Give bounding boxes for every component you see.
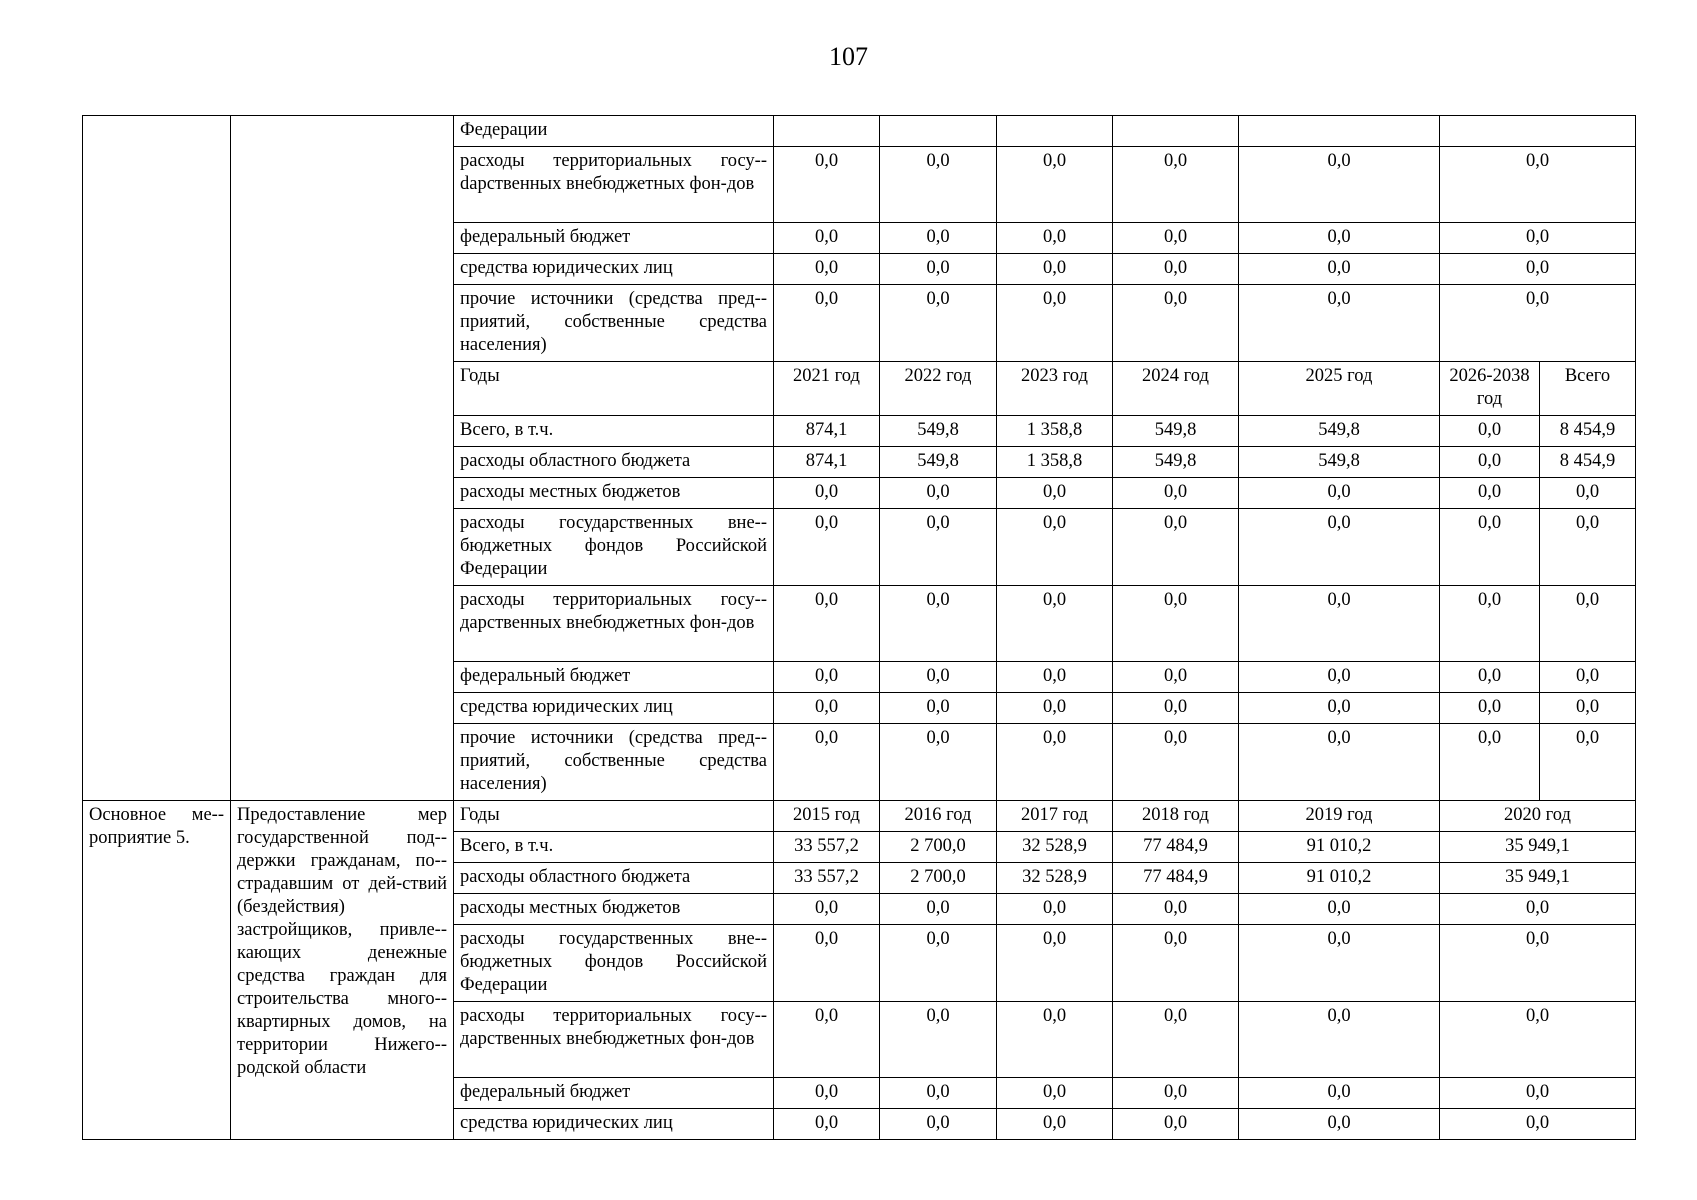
- value-cell: 0,0: [997, 223, 1113, 254]
- value-cell: 0,0: [880, 509, 997, 586]
- value-cell: 0,0: [1113, 925, 1239, 1002]
- value-cell: 1 358,8: [997, 447, 1113, 478]
- row-label: Федерации: [454, 116, 774, 147]
- row-label: расходы местных бюджетов: [454, 478, 774, 509]
- value-cell: 0,0: [997, 693, 1113, 724]
- page-number: 107: [829, 42, 868, 71]
- value-cell: 0,0: [997, 586, 1113, 662]
- year-header: 2017 год: [997, 801, 1113, 832]
- value-cell: 91 010,2: [1239, 863, 1440, 894]
- value-cell: 0,0: [1440, 447, 1540, 478]
- value-cell: 0,0: [1440, 724, 1540, 801]
- measure-title: Основное ме-роприятие 5.: [83, 801, 231, 1140]
- value-cell: 0,0: [1540, 509, 1636, 586]
- value-cell: 0,0: [774, 285, 880, 362]
- value-cell: 0,0: [997, 925, 1113, 1002]
- year-header: 2025 год: [1239, 362, 1440, 416]
- years-label: Годы: [454, 801, 774, 832]
- value-cell: 0,0: [1440, 662, 1540, 693]
- value-cell: 0,0: [774, 1078, 880, 1109]
- row-label: расходы местных бюджетов: [454, 894, 774, 925]
- value-cell: 0,0: [1239, 586, 1440, 662]
- value-cell: 0,0: [1113, 662, 1239, 693]
- value-cell: 2 700,0: [880, 863, 997, 894]
- value-cell: 0,0: [1113, 1109, 1239, 1140]
- value-cell: 549,8: [880, 416, 997, 447]
- years-label: Годы: [454, 362, 774, 416]
- row-label: средства юридических лиц: [454, 693, 774, 724]
- value-cell: 0,0: [1113, 285, 1239, 362]
- year-header: 2023 год: [997, 362, 1113, 416]
- value-cell: 0,0: [1440, 586, 1540, 662]
- value-cell: 0,0: [997, 662, 1113, 693]
- value-cell: 0,0: [1239, 724, 1440, 801]
- value-cell: 0,0: [1113, 254, 1239, 285]
- year-header: 2016 год: [880, 801, 997, 832]
- value-cell: 0,0: [1113, 894, 1239, 925]
- row-label: Всего, в т.ч.: [454, 832, 774, 863]
- year-header: 2022 год: [880, 362, 997, 416]
- measure-cell: [83, 116, 231, 801]
- value-cell: 0,0: [774, 223, 880, 254]
- row-label: расходы государственных вне-бюджетных фондов Российской Федерации: [454, 925, 774, 1002]
- value-cell: [1113, 116, 1239, 147]
- value-cell: 0,0: [1113, 693, 1239, 724]
- value-cell: 0,0: [997, 1002, 1113, 1078]
- value-cell: 0,0: [1440, 416, 1540, 447]
- value-cell: 91 010,2: [1239, 832, 1440, 863]
- value-cell: 0,0: [1113, 223, 1239, 254]
- value-cell: 0,0: [880, 1078, 997, 1109]
- value-cell: 33 557,2: [774, 832, 880, 863]
- value-cell: 0,0: [1239, 285, 1440, 362]
- value-cell: 35 949,1: [1440, 832, 1636, 863]
- value-cell: 0,0: [774, 925, 880, 1002]
- table-row: [83, 116, 1636, 147]
- value-cell: 874,1: [774, 416, 880, 447]
- value-cell: 0,0: [1440, 1078, 1636, 1109]
- value-cell: 0,0: [1113, 586, 1239, 662]
- value-cell: 0,0: [1440, 147, 1636, 223]
- value-cell: 0,0: [1113, 478, 1239, 509]
- value-cell: 33 557,2: [774, 863, 880, 894]
- value-cell: 0,0: [1239, 1078, 1440, 1109]
- measure-description: Предоставление мер государственной под-держки гражданам, по-страдавшим от дей-ствий (бездействия) застройщиков, привле-кающих денежные средства граждан для строительства много-квартирных домов, на территории Нижего-родской области: [231, 801, 454, 1140]
- row-label: расходы областного бюджета: [454, 447, 774, 478]
- value-cell: [1239, 116, 1440, 147]
- value-cell: 0,0: [1239, 509, 1440, 586]
- value-cell: 0,0: [880, 1002, 997, 1078]
- value-cell: 0,0: [1239, 1109, 1440, 1140]
- value-cell: 0,0: [774, 693, 880, 724]
- value-cell: 0,0: [997, 285, 1113, 362]
- value-cell: 0,0: [1239, 254, 1440, 285]
- value-cell: 0,0: [774, 147, 880, 223]
- value-cell: 0,0: [997, 894, 1113, 925]
- value-cell: [774, 116, 880, 147]
- row-label: расходы областного бюджета: [454, 863, 774, 894]
- value-cell: 0,0: [997, 1078, 1113, 1109]
- value-cell: 0,0: [774, 509, 880, 586]
- value-cell: 0,0: [880, 1109, 997, 1140]
- row-label: средства юридических лиц: [454, 254, 774, 285]
- value-cell: 8 454,9: [1540, 447, 1636, 478]
- value-cell: 0,0: [774, 724, 880, 801]
- year-header: 2018 год: [1113, 801, 1239, 832]
- value-cell: 0,0: [880, 925, 997, 1002]
- value-cell: 8 454,9: [1540, 416, 1636, 447]
- value-cell: 0,0: [774, 662, 880, 693]
- value-cell: 0,0: [1239, 1002, 1440, 1078]
- value-cell: 0,0: [880, 693, 997, 724]
- row-label: федеральный бюджет: [454, 662, 774, 693]
- description-cell: [231, 116, 454, 801]
- value-cell: 0,0: [1239, 478, 1440, 509]
- value-cell: 0,0: [1440, 925, 1636, 1002]
- value-cell: [880, 116, 997, 147]
- row-label: прочие источники (средства пред-приятий, собственные средства населения): [454, 724, 774, 801]
- value-cell: 0,0: [1440, 478, 1540, 509]
- value-cell: 0,0: [880, 285, 997, 362]
- value-cell: 0,0: [880, 894, 997, 925]
- value-cell: 0,0: [1440, 1002, 1636, 1078]
- row-label: федеральный бюджет: [454, 1078, 774, 1109]
- value-cell: 0,0: [997, 254, 1113, 285]
- value-cell: 0,0: [1440, 1109, 1636, 1140]
- value-cell: 549,8: [1239, 447, 1440, 478]
- row-label: расходы территориальных госу-дарственных внебюджетных фон-дов: [454, 1002, 774, 1078]
- value-cell: 0,0: [774, 1002, 880, 1078]
- year-header: 2019 год: [1239, 801, 1440, 832]
- year-header: 2021 год: [774, 362, 880, 416]
- value-cell: 0,0: [774, 586, 880, 662]
- value-cell: 0,0: [880, 254, 997, 285]
- row-label: Всего, в т.ч.: [454, 416, 774, 447]
- value-cell: 0,0: [997, 478, 1113, 509]
- value-cell: 0,0: [880, 724, 997, 801]
- value-cell: 549,8: [1113, 416, 1239, 447]
- value-cell: 77 484,9: [1113, 832, 1239, 863]
- value-cell: 0,0: [1113, 1002, 1239, 1078]
- value-cell: 0,0: [1113, 509, 1239, 586]
- value-cell: 0,0: [1440, 285, 1636, 362]
- budget-table: [82, 115, 1636, 1140]
- years-header-row: [83, 801, 1636, 832]
- row-label: расходы территориальных госу-dарственных внебюджетных фон-дов: [454, 147, 774, 223]
- row-label: средства юридических лиц: [454, 1109, 774, 1140]
- value-cell: 0,0: [1239, 693, 1440, 724]
- value-cell: 549,8: [1113, 447, 1239, 478]
- row-label: расходы государственных вне-бюджетных фондов Российской Федерации: [454, 509, 774, 586]
- value-cell: 0,0: [1239, 925, 1440, 1002]
- value-cell: 0,0: [1440, 509, 1540, 586]
- row-label: расходы территориальных госу-дарственных внебюджетных фон-дов: [454, 586, 774, 662]
- value-cell: 0,0: [880, 586, 997, 662]
- value-cell: 0,0: [1440, 254, 1636, 285]
- year-header: 2020 год: [1440, 801, 1636, 832]
- value-cell: 0,0: [880, 223, 997, 254]
- year-header: 2015 год: [774, 801, 880, 832]
- value-cell: 0,0: [1113, 147, 1239, 223]
- value-cell: 0,0: [1440, 894, 1636, 925]
- value-cell: 0,0: [774, 1109, 880, 1140]
- value-cell: 0,0: [1239, 223, 1440, 254]
- value-cell: 0,0: [1239, 147, 1440, 223]
- value-cell: 0,0: [1540, 662, 1636, 693]
- value-cell: 0,0: [1540, 478, 1636, 509]
- value-cell: 32 528,9: [997, 863, 1113, 894]
- value-cell: 0,0: [1239, 894, 1440, 925]
- value-cell: 0,0: [1113, 1078, 1239, 1109]
- value-cell: [1440, 116, 1636, 147]
- value-cell: 0,0: [774, 894, 880, 925]
- value-cell: 874,1: [774, 447, 880, 478]
- value-cell: 0,0: [997, 724, 1113, 801]
- value-cell: 2 700,0: [880, 832, 997, 863]
- value-cell: [997, 116, 1113, 147]
- value-cell: 0,0: [880, 478, 997, 509]
- value-cell: 549,8: [880, 447, 997, 478]
- value-cell: 0,0: [880, 147, 997, 223]
- row-label: прочие источники (средства пред-приятий, собственные средства населения): [454, 285, 774, 362]
- value-cell: 77 484,9: [1113, 863, 1239, 894]
- value-cell: 0,0: [1440, 223, 1636, 254]
- value-cell: 1 358,8: [997, 416, 1113, 447]
- value-cell: 0,0: [997, 1109, 1113, 1140]
- value-cell: 0,0: [997, 509, 1113, 586]
- value-cell: 35 949,1: [1440, 863, 1636, 894]
- value-cell: 0,0: [774, 478, 880, 509]
- year-header: Всего: [1540, 362, 1636, 416]
- value-cell: 0,0: [997, 147, 1113, 223]
- year-header: 2026-2038 год: [1440, 362, 1540, 416]
- value-cell: 0,0: [1440, 693, 1540, 724]
- value-cell: 0,0: [880, 662, 997, 693]
- row-label: федеральный бюджет: [454, 223, 774, 254]
- value-cell: 0,0: [1540, 724, 1636, 801]
- value-cell: 0,0: [1239, 662, 1440, 693]
- value-cell: 0,0: [1113, 724, 1239, 801]
- value-cell: 0,0: [774, 254, 880, 285]
- value-cell: 549,8: [1239, 416, 1440, 447]
- value-cell: 0,0: [1540, 693, 1636, 724]
- year-header: 2024 год: [1113, 362, 1239, 416]
- value-cell: 32 528,9: [997, 832, 1113, 863]
- value-cell: 0,0: [1540, 586, 1636, 662]
